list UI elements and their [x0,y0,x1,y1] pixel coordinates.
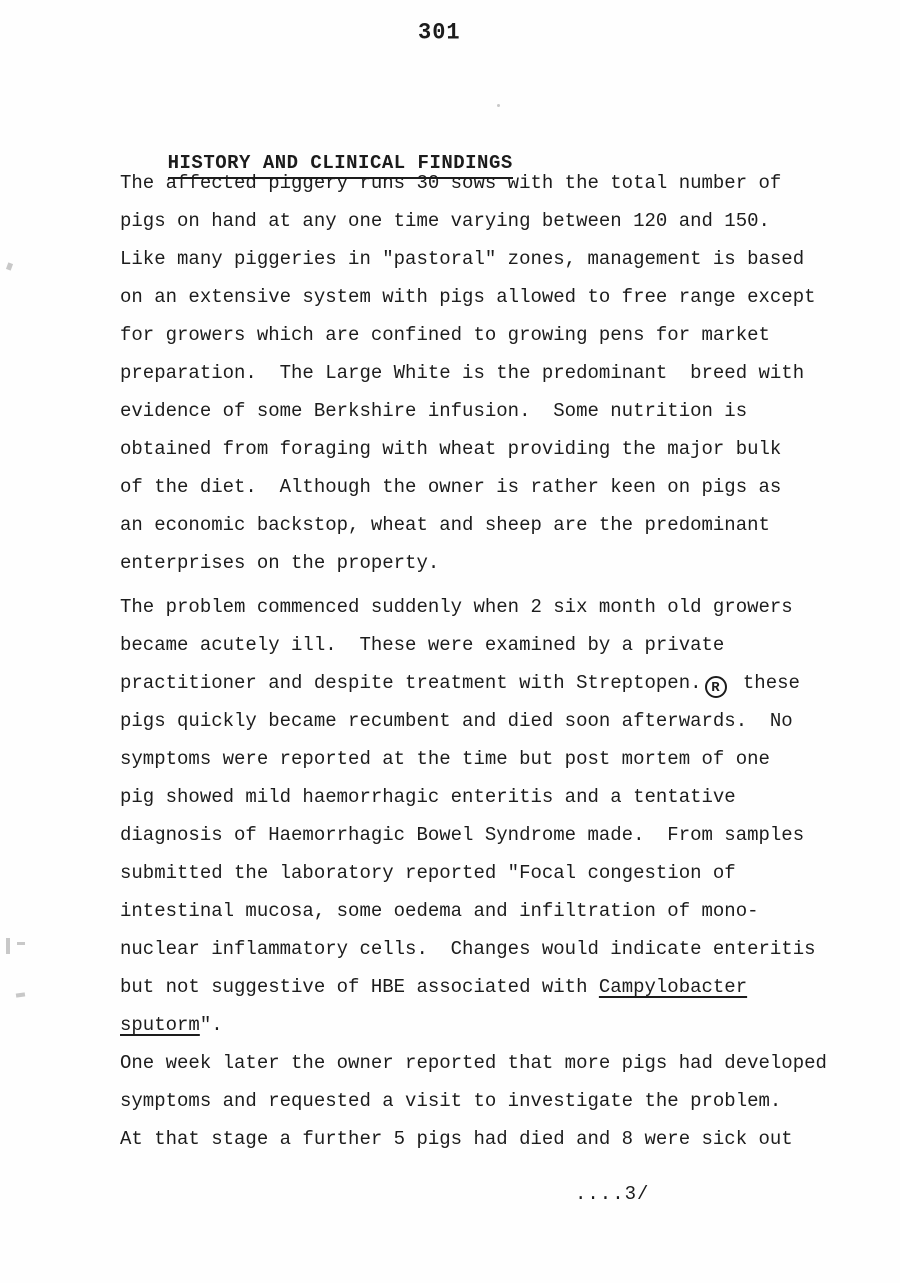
text-segment: ". [199,1014,223,1036]
text-line [120,968,870,1006]
text-segment: diagnosis of Haemorrhagic Bowel Syndrome made. From samples [120,824,805,846]
text-line [120,316,870,354]
text-segment: submitted the laboratory reported "Focal congestion of [120,862,736,884]
text-line [120,164,870,202]
text-line [120,778,870,816]
text-segment: enterprises on the property. [120,552,440,574]
text-line [120,854,870,892]
text-segment: of the diet. Although the owner is rather keen on pigs as [120,476,782,498]
scan-artifact [497,104,500,107]
scan-artifact [6,938,10,954]
page-number: 301 [418,19,461,46]
text-line [120,930,870,968]
text-line [120,354,870,392]
text-segment: At that stage a further 5 pigs had died and 8 were sick out [120,1128,793,1150]
text-segment: nuclear inflammatory cells. Changes would indicate enteritis [120,938,816,960]
text-line [120,202,870,240]
text-line [120,588,870,626]
text-line [120,392,870,430]
text-line [120,468,870,506]
text-line [120,892,870,930]
text-segment: intestinal mucosa, some oedema and infiltration of mono- [120,900,759,922]
paragraph [120,1044,870,1158]
text-segment: on an extensive system with pigs allowed to free range except [120,286,816,308]
text-line [120,278,870,316]
text-line [120,626,870,664]
text-segment: these [731,672,800,694]
text-line [120,816,870,854]
paragraph [120,164,870,582]
text-segment: pig showed mild haemorrhagic enteritis and a tentative [120,786,736,808]
text-line [120,702,870,740]
text-segment: but not suggestive of HBE associated with [120,976,599,998]
text-line [120,1006,870,1044]
section-heading-text: HISTORY AND CLINICAL FINDINGS [168,152,513,179]
text-line [120,1044,870,1082]
underlined-text: Campylobacter [598,976,748,998]
text-line [120,430,870,468]
page-continuation-marker: ....3/ [575,1183,650,1205]
text-line [120,506,870,544]
text-segment: practitioner and despite treatment with Streptopen. [120,672,702,694]
text-line [120,1082,870,1120]
text-segment: an economic backstop, wheat and sheep are the predominant [120,514,770,536]
text-line [120,664,870,702]
text-segment: preparation. The Large White is the predominant breed with [120,362,805,384]
text-segment: for growers which are confined to growing pens for market [120,324,770,346]
underlined-text: sputorm [120,1014,200,1036]
text-line [120,740,870,778]
text-segment: became acutely ill. These were examined by a private [120,634,725,656]
text-segment: The problem commenced suddenly when 2 six month old growers [120,596,793,618]
text-segment: obtained from foraging with wheat providing the major bulk [120,438,782,460]
paragraph [120,588,870,1044]
text-segment: pigs quickly became recumbent and died soon afterwards. No [120,710,793,732]
text-segment: symptoms were reported at the time but post mortem of one [120,748,770,770]
scan-artifact [17,942,25,945]
registered-trademark-icon: R [705,676,727,698]
text-segment: One week later the owner reported that more pigs had developed [120,1052,827,1074]
text-line [120,1120,870,1158]
text-line [120,544,870,582]
text-segment: Like many piggeries in "pastoral" zones, management is based [120,248,805,270]
text-segment: symptoms and requested a visit to investigate the problem. [120,1090,782,1112]
text-segment: pigs on hand at any one time varying between 120 and 150. [120,210,770,232]
text-segment: evidence of some Berkshire infusion. Some nutrition is [120,400,748,422]
text-line [120,240,870,278]
text-segment: The affected piggery runs 30 sows with the total number of [120,172,782,194]
